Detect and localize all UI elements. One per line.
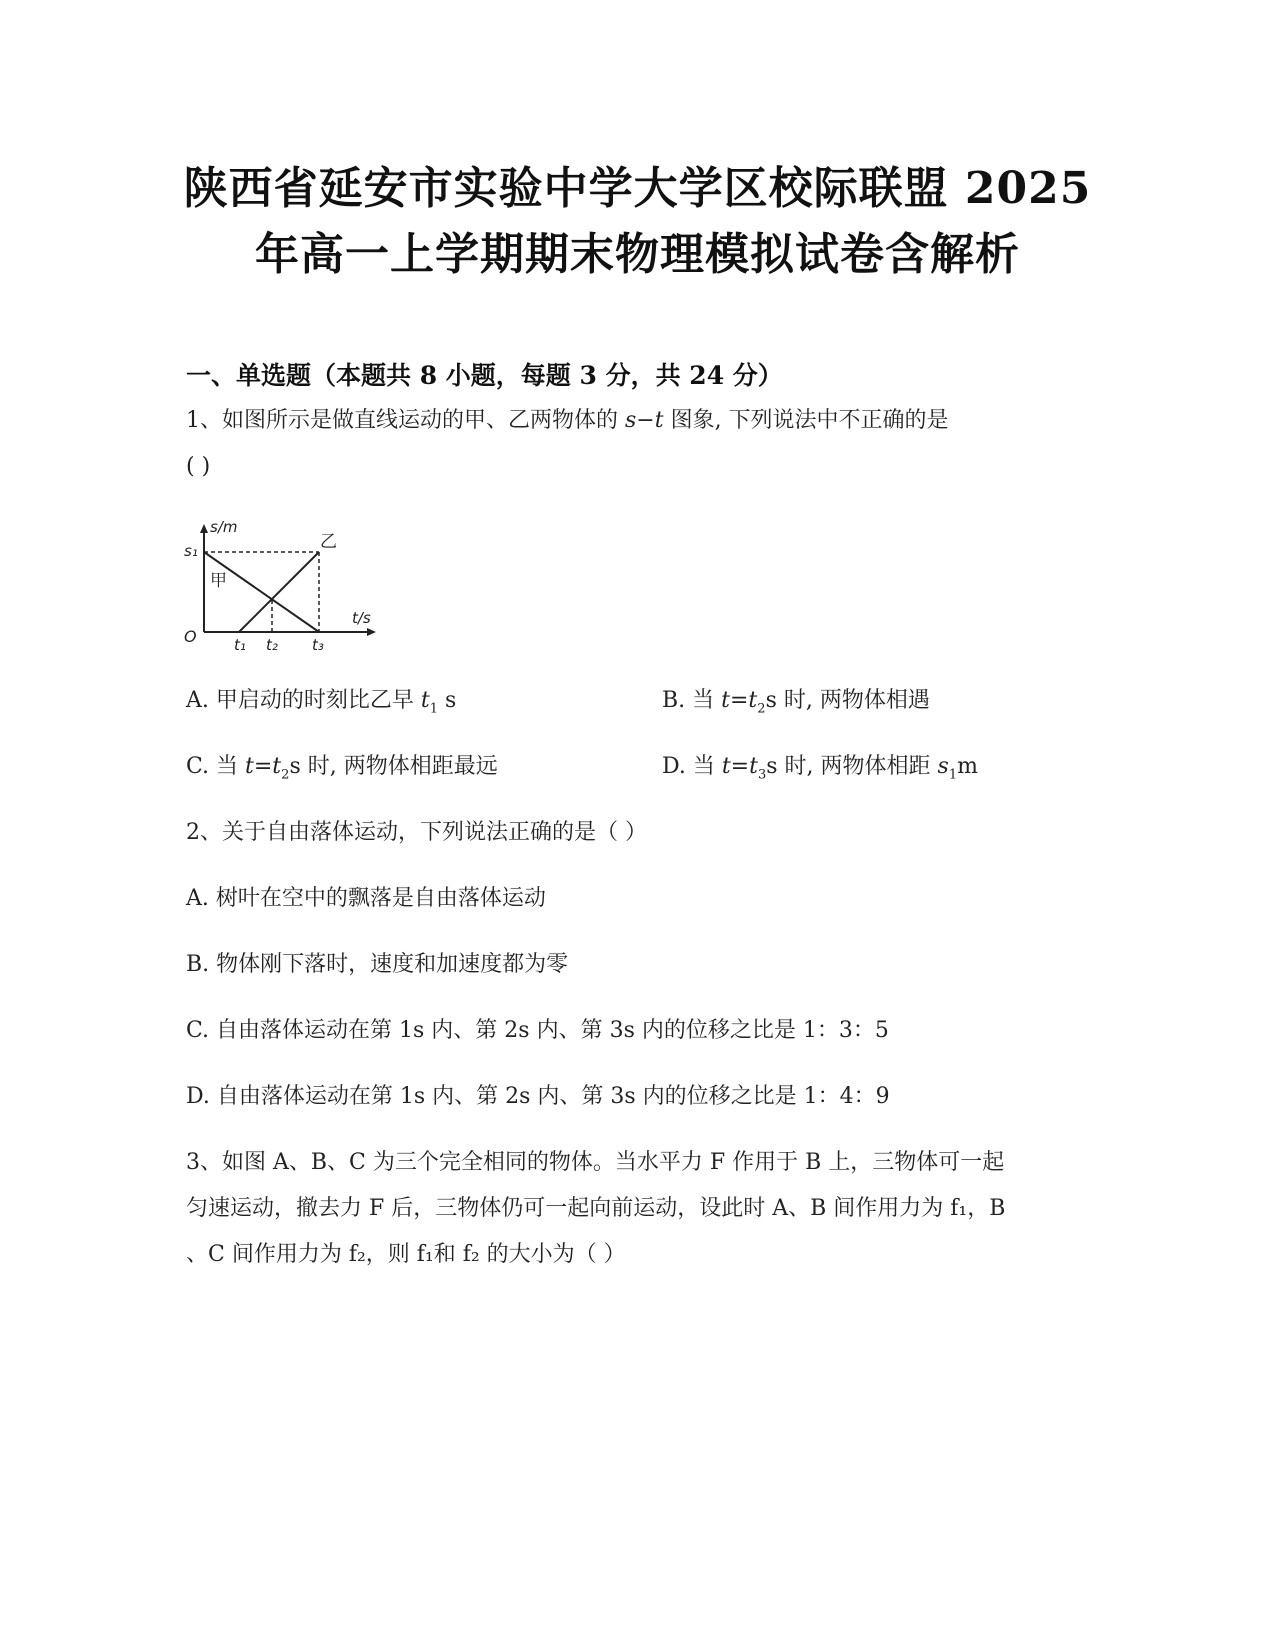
q1-option-c-var: t=t [245,754,282,779]
q1-option-b-sub: 2 [757,701,766,717]
q2-option-b: B. 物体刚下落时，速度和加速度都为零 [186,952,569,977]
line-yi [239,552,319,632]
q1-option-b [662,686,930,724]
q1-option-c-suffix: s 时, 两物体相距最远 [289,754,498,779]
q1-option-c-prefix: C. 当 [186,754,246,779]
q1-option-a-prefix: A. 甲启动的时刻比乙早 [186,688,421,713]
document-title-line-1: 陕西省延安市实验中学大学区校际联盟 2025 [183,163,1092,214]
q2-option-a: A. 树叶在空中的飘落是自由落体运动 [186,886,546,911]
q1-answer-blank: ( ) [186,454,211,479]
q1-stem-suffix: 图象, 下列说法中不正确的是 [663,408,949,433]
q1-option-b-prefix: B. 当 [662,688,722,713]
q1-option-b-var: t=t [721,688,758,713]
q2-option-c: C. 自由落体运动在第 1s 内、第 2s 内、第 3s 内的位移之比是 1：3：5 [186,1018,889,1043]
section-heading: 一、单选题（本题共 8 小题，每题 3 分，共 24 分） [186,361,783,390]
x-axis-label: t/s [352,609,371,627]
q1-option-d-suffix: m [957,754,978,779]
q1-option-d-mid: s 时, 两物体相距 [766,754,938,779]
q1-option-d-var2: s [937,754,949,779]
q1-option-c [186,752,498,790]
q1-option-c-sub: 2 [281,767,290,783]
q1-option-a-var: t [420,688,430,713]
y-axis-arrow [200,524,208,533]
q1-option-d-sub2: 1 [948,767,958,783]
q1-option-d [662,752,978,790]
s1-label: s₁ [184,542,198,560]
q1-option-d-sub: 3 [757,767,767,783]
q1-stem-var: s−t [625,408,664,433]
jia-label: 甲 [210,571,227,591]
q1-option-d-var: t=t [721,754,758,779]
x-axis-arrow [367,628,376,636]
t2-label: t₂ [266,636,278,654]
q1-option-a [186,686,456,724]
q2-option-d: D. 自由落体运动在第 1s 内、第 2s 内、第 3s 内的位移之比是 1：4：9 [186,1084,890,1109]
t3-label: t₃ [312,636,324,654]
q2-stem: 2、关于自由落体运动，下列说法正确的是（ ） [186,820,647,845]
q1-option-d-prefix: D. 当 [662,754,722,779]
y-axis-label: s/m [210,520,238,536]
yi-label: 乙 [320,532,337,552]
q1-option-a-suffix: s [438,688,457,713]
q1-option-b-suffix: s 时, 两物体相遇 [765,688,930,713]
q1-option-a-sub: 1 [429,701,438,717]
q3-stem-line-2: 匀速运动，撤去力 F 后，三物体仍可一起向前运动，设此时 A、B 间作用力为 f₁，B [186,1196,1006,1221]
q1-st-graph [184,520,389,668]
q1-stem-prefix: 1、如图所示是做直线运动的甲、乙两物体的 [186,408,625,433]
q1-stem [186,406,949,436]
line-jia [204,552,319,632]
q3-stem-line-1: 3、如图 A、B、C 为三个完全相同的物体。当水平力 F 作用于 B 上，三物体可一起 [186,1150,1005,1175]
origin-label: O [184,627,197,646]
t1-label: t₁ [234,636,246,654]
document-title-line-2: 年高一上学期期末物理模拟试卷含解析 [255,229,1020,280]
q3-stem-line-3: 、C 间作用力为 f₂，则 f₁和 f₂ 的大小为（ ） [186,1242,626,1267]
